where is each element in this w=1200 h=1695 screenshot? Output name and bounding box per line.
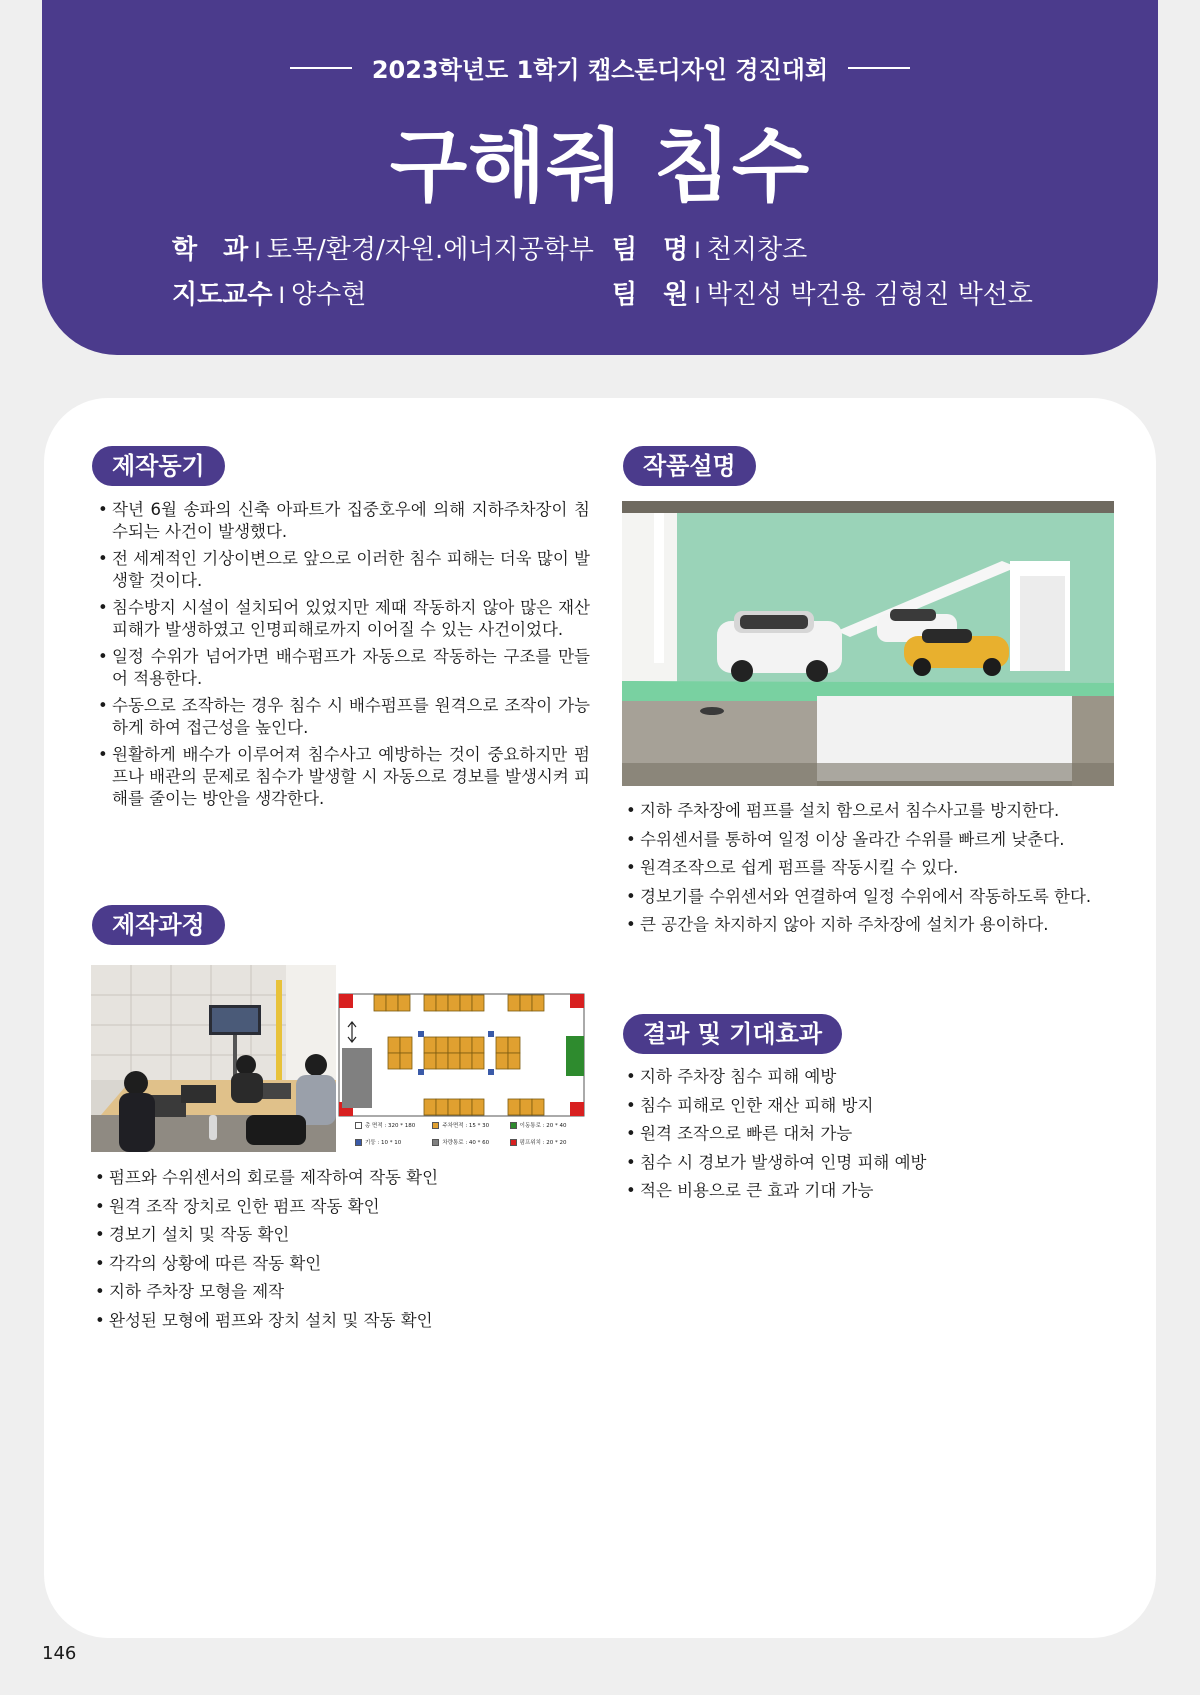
result-list [626,1066,1126,1209]
page-number: 146 [42,1643,77,1664]
legend-entry [355,1136,428,1149]
section-title-description: 작품설명 [623,446,756,486]
legend-label: 펌프위치 : 20 * 20 [519,1139,567,1146]
department-value: 토목/환경/자원.에너지공학부 [266,235,594,265]
legend-entry [510,1119,583,1132]
subtitle-left-line [290,67,352,69]
motivation-item: • 전 세계적인 기상이변으로 앞으로 이러한 침수 피해는 더욱 많이 발생할 것이다. [98,548,590,592]
separator: I [278,284,285,309]
team-work-photo [91,965,336,1152]
process-item: • 원격 조작 장치로 인한 펌프 작동 확인 [95,1196,595,1218]
motivation-list [98,499,590,815]
motivation-item: • 수동으로 조작하는 경우 침수 시 배수펌프를 원격으로 조작이 가능하게 하여 접근성을 높인다. [98,695,590,739]
header-banner [42,0,1158,355]
legend-swatch [355,1122,362,1129]
description-item: • 수위센서를 통하여 일정 이상 올라간 수위를 빠르게 낮춘다. [626,829,1146,851]
description-item: • 원격조작으로 쉽게 펌프를 작동시킬 수 있다. [626,857,1146,879]
process-item: • 펌프와 수위센서의 회로를 제작하여 작동 확인 [95,1167,595,1189]
team-name-label: 팀 명 [612,235,689,265]
parking-floor-plan [338,993,585,1117]
motivation-item: • 원활하게 배수가 이루어져 침수사고 예방하는 것이 중요하지만 펌프나 배관의 문제로 침수가 발생할 시 자동으로 경보를 발생시켜 피해를 줄이는 방안을 생각한다. [98,744,590,810]
result-item: • 적은 비용으로 큰 효과 기대 가능 [626,1180,1126,1202]
process-list [95,1167,595,1338]
description-item: • 큰 공간을 차지하지 않아 지하 주차장에 설치가 용이하다. [626,914,1146,936]
team-members-value: 박진성 박건용 김형진 박선호 [706,280,1033,310]
professor-row [172,274,366,311]
floor-plan-diagram [338,993,585,1117]
section-title-result: 결과 및 기대효과 [623,1014,842,1054]
process-item: • 완성된 모형에 펌프와 장치 설치 및 작동 확인 [95,1310,595,1332]
process-item: • 각각의 상황에 따른 작동 확인 [95,1253,595,1275]
legend-swatch [355,1139,362,1146]
legend-entry [510,1136,583,1149]
parking-model-photo [622,501,1114,786]
department-row [172,229,594,266]
legend-swatch [510,1122,517,1129]
section-title-motivation: 제작동기 [92,446,225,486]
process-item: • 경보기 설치 및 작동 확인 [95,1224,595,1246]
description-item: • 지하 주차장에 펌프를 설치 함으로서 침수사고를 방지한다. [626,800,1146,822]
legend-swatch [432,1139,439,1146]
legend-entry [432,1136,505,1149]
section-title-process: 제작과정 [92,905,225,945]
process-item: • 지하 주차장 모형을 제작 [95,1281,595,1303]
team-name-value: 천지창조 [706,235,808,265]
separator: I [254,239,261,264]
motivation-item: • 작년 6월 송파의 신축 아파트가 집중호우에 의해 지하주차장이 침수되는 사건이 발생했다. [98,499,590,543]
separator: I [694,284,701,309]
description-item: • 경보기를 수위센서와 연결하여 일정 수위에서 작동하도록 한다. [626,886,1146,908]
motivation-item: • 침수방지 시설이 설치되어 있었지만 제때 작동하지 않아 많은 재산피해가 발생하였고 인명피해로까지 이어질 수 있는 사건이었다. [98,597,590,641]
legend-entry [355,1119,428,1132]
team-members-label: 팀 원 [612,280,689,310]
legend-swatch [510,1139,517,1146]
header-subtitle: 2023학년도 1학기 캡스톤디자인 경진대회 [371,56,829,84]
professor-value: 양수현 [290,280,367,310]
legend-label: 기둥 : 10 * 10 [365,1139,402,1146]
team-work-photo-illustration [91,965,336,1152]
result-item: • 원격 조작으로 빠른 대처 가능 [626,1123,1126,1145]
result-item: • 침수 시 경보가 발생하여 인명 피해 예방 [626,1152,1126,1174]
department-label: 학 과 [172,235,249,265]
separator: I [694,239,701,264]
result-item: • 지하 주차장 침수 피해 예방 [626,1066,1126,1088]
legend-label: 차량통로 : 40 * 60 [442,1139,490,1146]
legend-label: 이동통로 : 20 * 40 [519,1122,567,1129]
professor-label: 지도교수 [172,280,273,310]
legend-entry [432,1119,505,1132]
project-title: 구해줘 침수 [389,120,811,213]
description-list [626,800,1146,943]
motivation-item: • 일정 수위가 넘어가면 배수펌프가 자동으로 작동하는 구조를 만들어 적용한다. [98,646,590,690]
legend-label: 총 면적 : 320 * 180 [365,1122,416,1129]
header-subtitle-row [42,50,1158,85]
legend-label: 주차면적 : 15 * 30 [442,1122,490,1129]
floor-plan-legend [355,1119,583,1149]
team-members-row [612,274,1033,311]
result-item: • 침수 피해로 인한 재산 피해 방지 [626,1095,1126,1117]
parking-model-illustration [622,501,1114,786]
legend-swatch [432,1122,439,1129]
team-name-row [612,229,807,266]
subtitle-right-line [848,67,910,69]
